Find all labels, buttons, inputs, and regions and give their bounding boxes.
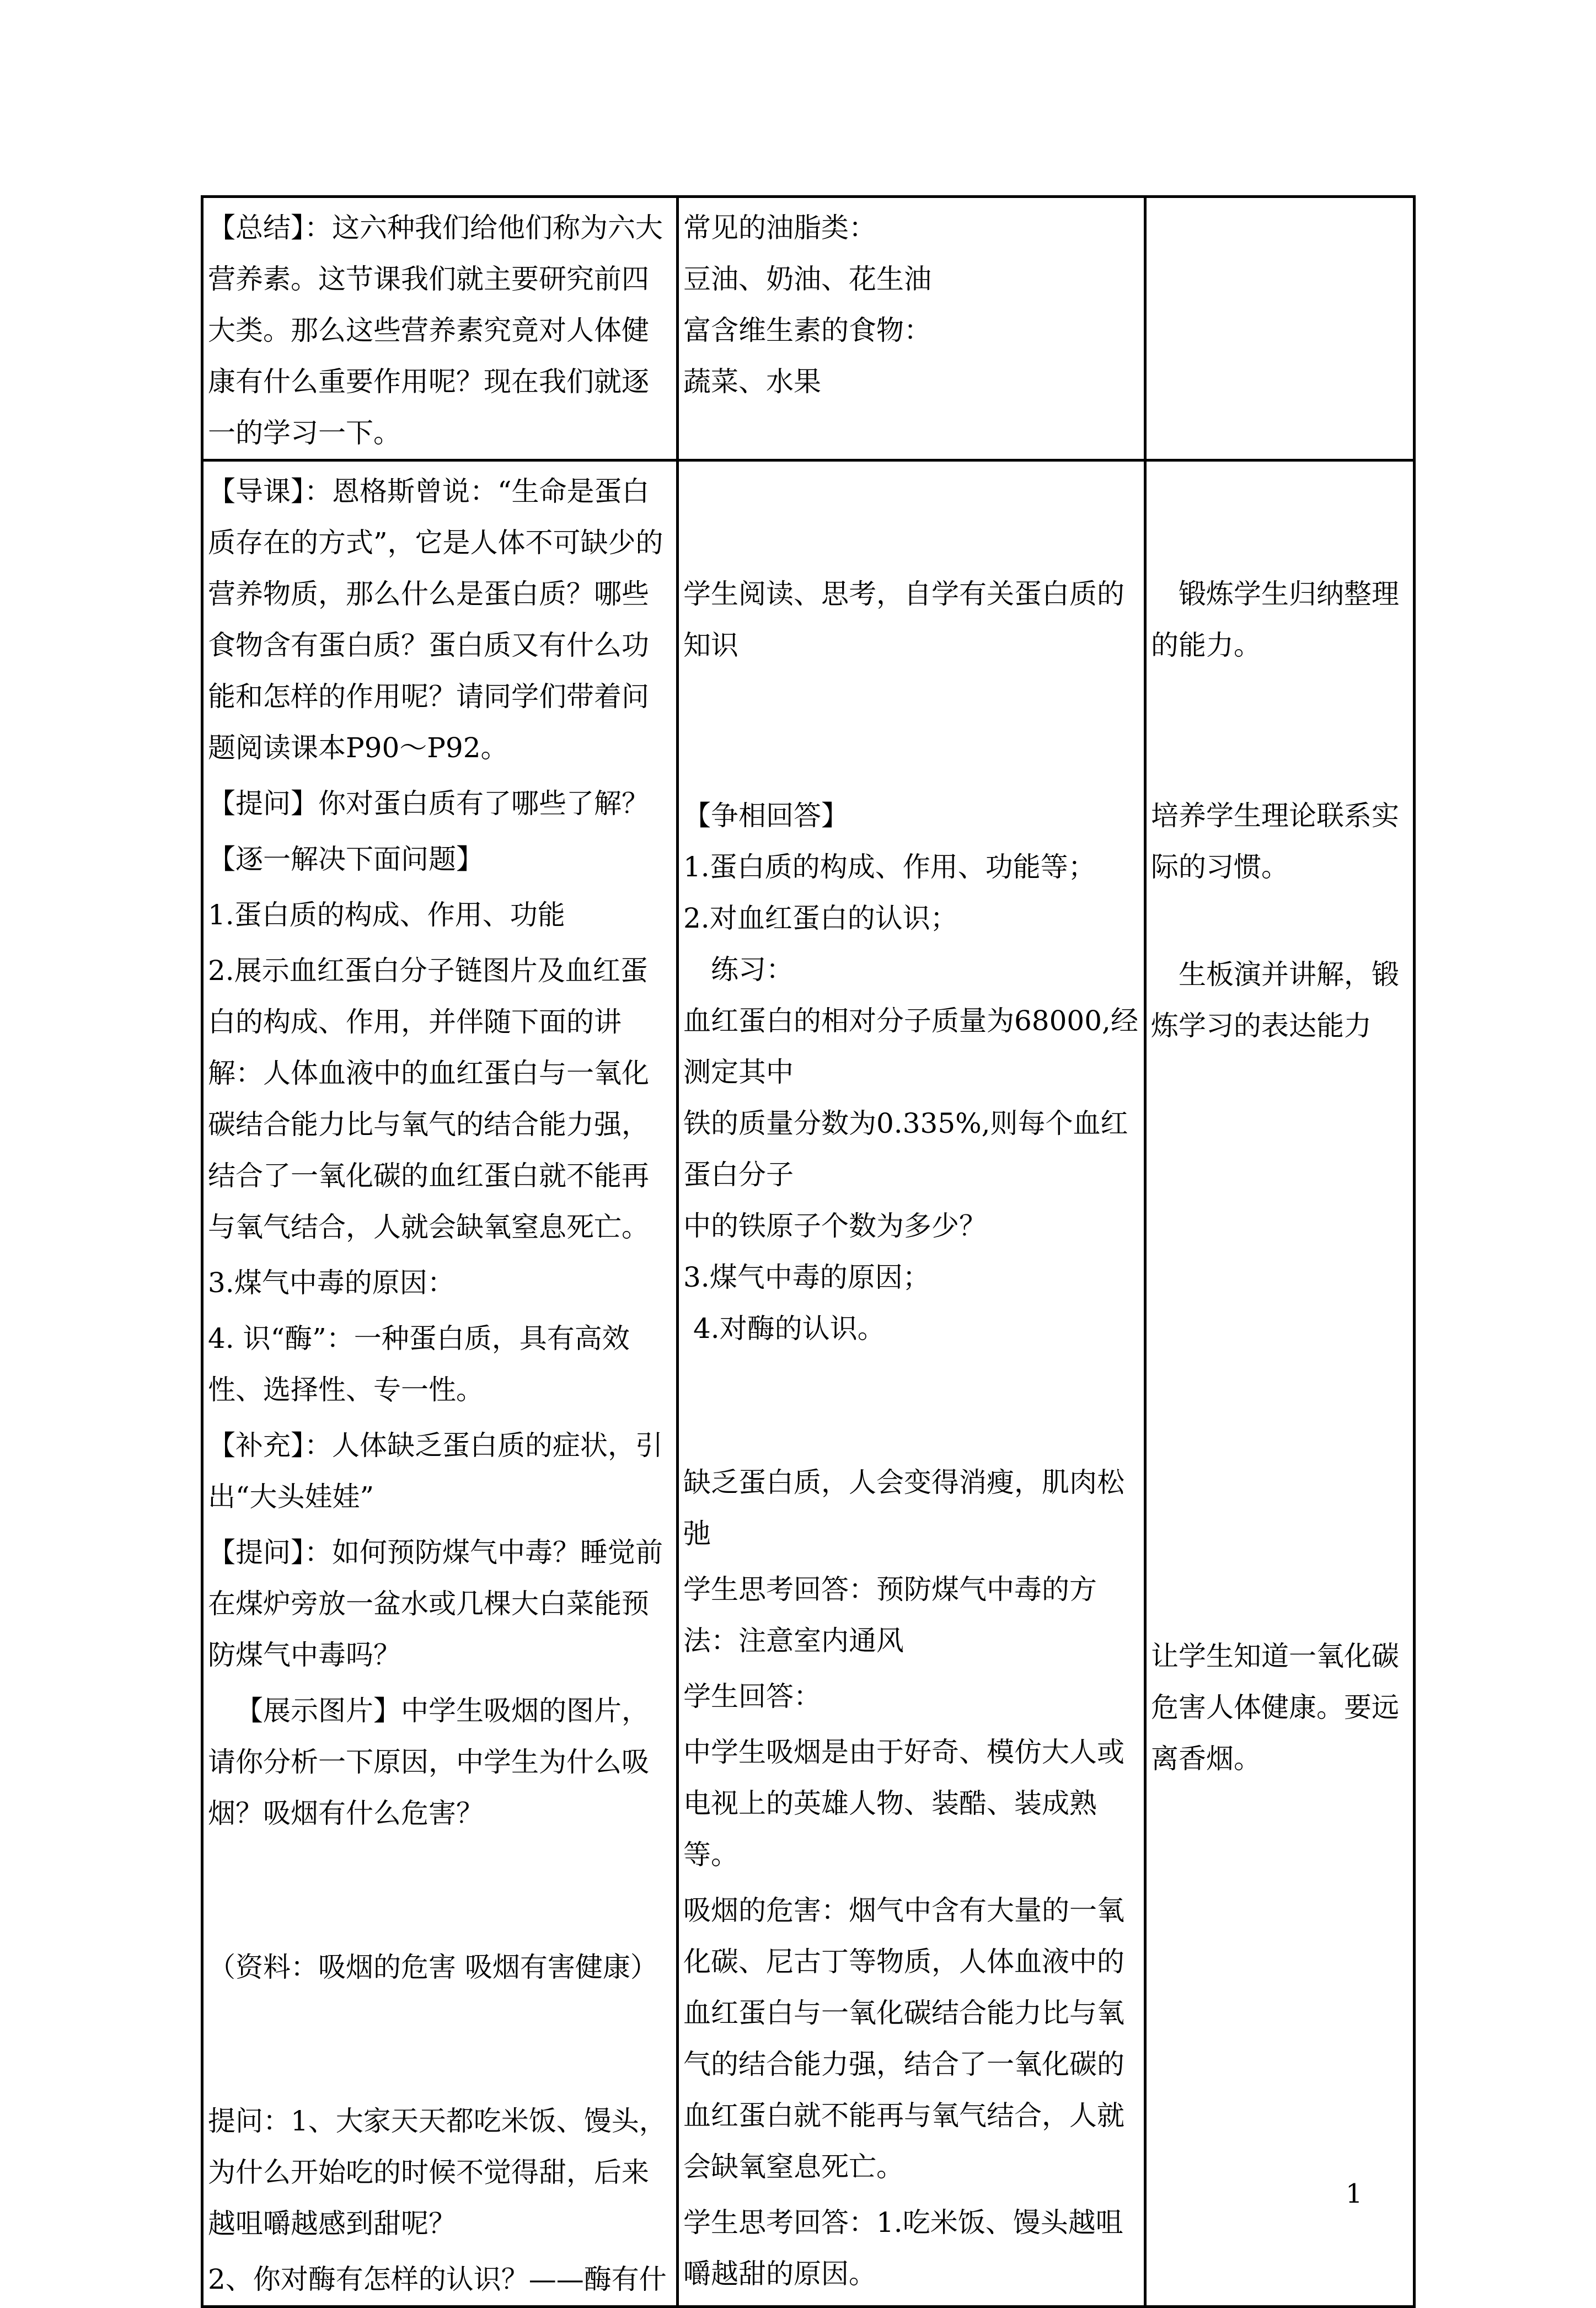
solve-heading: 【逐一解决下面问题】 <box>208 843 484 875</box>
table-row <box>202 197 1415 460</box>
student-activity-cell <box>678 197 1145 460</box>
question-rice: 提问：1、大家天天都吃米饭、馒头，为什么开始吃的时候不觉得甜，后来越咀嚼越感到甜呢？ <box>208 2105 667 2240</box>
practice-line-1: 血红蛋白的相对分子质量为68000,经测定其中 <box>683 1005 1138 1088</box>
show-picture-text: 【展示图片】中学生吸烟的图片，请你分析一下原因，中学生为什么吸烟？吸烟有什么危害？ <box>208 1695 649 1829</box>
question-enzyme: 2、你对酶有怎样的认识？——酶有什 <box>208 2263 667 2295</box>
read-think-text: 学生阅读、思考，自学有关蛋白质的知识 <box>683 578 1124 661</box>
teacher-activity-cell <box>202 460 678 2307</box>
student-activity-cell <box>678 460 1145 2307</box>
intent-no-smoking: 让学生知道一氧化碳危害人体健康。要远离香烟。 <box>1151 1640 1399 1775</box>
item-2: 2.展示血红蛋白分子链图片及血红蛋白的构成、作用，并伴随下面的讲解：人体血液中的血红蛋白与一氧化碳结合能力比与氧气的结合能力强，结合了一氧化碳的血红蛋白就不能再与氧气结合，人就会缺氧窒息死亡。 <box>208 955 649 1243</box>
smoking-reason-text: 中学生吸烟是由于好奇、模仿大人或电视上的英雄人物、装酷、装成熟等。 <box>683 1736 1124 1871</box>
question-protein: 【提问】你对蛋白质有了哪些了解？ <box>208 788 649 820</box>
design-intent-cell <box>1145 460 1415 2307</box>
protein-deficiency-text: 缺乏蛋白质，人会变得消瘦，肌肉松弛 <box>683 1466 1124 1550</box>
teacher-activity-cell <box>202 197 678 460</box>
answer-2: 2.对血红蛋白的认识； <box>683 902 958 934</box>
answer-4: 4.对酶的认识。 <box>693 1313 885 1345</box>
intro-text: 【导课】：恩格斯曾说：“生命是蛋白质存在的方式”，它是人体不可缺少的营养物质，那么什么是蛋白质？哪些食物含有蛋白质？蛋白质又有什么功能和怎样的作用呢？请同学们带着问题阅读课本P90～P92。 <box>208 475 663 764</box>
design-intent-cell <box>1145 197 1415 460</box>
item-4: 4. 识“酶”：一种蛋白质，具有高效性、选择性、专一性。 <box>208 1322 630 1406</box>
supplement-text: 【补充】：人体缺乏蛋白质的症状，引出“大头娃娃” <box>208 1429 663 1513</box>
oil-examples: 豆油、奶油、花生油 <box>683 263 931 295</box>
item-3: 3.煤气中毒的原因： <box>208 1267 455 1299</box>
question-gas: 【提问】：如何预防煤气中毒？睡觉前在煤炉旁放一盆水或几棵大白菜能预防煤气中毒吗？ <box>208 1536 663 1671</box>
prevent-gas-answer: 学生思考回答：预防煤气中毒的方法：注意室内通风 <box>683 1573 1097 1657</box>
oil-heading: 常见的油脂类： <box>683 212 876 244</box>
page-number: 1 <box>1346 2178 1363 2209</box>
table-row <box>202 460 1415 2307</box>
material-note: （资料：吸烟的危害 吸烟有害健康） <box>208 1951 658 1983</box>
answer-3: 3.煤气中毒的原因； <box>683 1261 930 1293</box>
summary-text: 【总结】：这六种我们给他们称为六大营养素。这节课我们就主要研究前四大类。那么这些营养素究竟对人体健康有什么重要作用呢？现在我们就逐一的学习一下。 <box>208 212 663 449</box>
practice-line-2: 铁的质量分数为0.335%,则每个血红蛋白分子 <box>683 1107 1128 1191</box>
practice-label: 练习： <box>711 954 794 986</box>
answer-heading: 【争相回答】 <box>683 800 849 832</box>
practice-line-3: 中的铁原子个数为多少？ <box>683 1210 987 1242</box>
vitamin-heading: 富含维生素的食物： <box>683 314 931 346</box>
intent-theory-practice: 培养学生理论联系实际的习惯。 <box>1151 800 1399 883</box>
student-answer-label: 学生回答： <box>683 1680 821 1712</box>
smoking-harm-text: 吸烟的危害：烟气中含有大量的一氧化碳、尼古丁等物质，人体血液中的血红蛋白与一氧化碳结合能力比与氧气的结合能力强，结合了一氧化碳的血红蛋白就不能再与氧气结合，人就会缺氧窒息死亡。 <box>683 1894 1124 2183</box>
answer-1: 1.蛋白质的构成、作用、功能等； <box>683 851 1096 883</box>
lesson-table <box>201 195 1416 2308</box>
rice-answer-text: 学生思考回答：1.吃米饭、馒头越咀嚼越甜的原因。 <box>683 2207 1123 2290</box>
intent-summarize: 锻炼学生归纳整理的能力。 <box>1151 578 1399 661</box>
item-1: 1.蛋白质的构成、作用、功能 <box>208 899 565 931</box>
intent-board-work: 生板演并讲解，锻炼学习的表达能力 <box>1151 958 1399 1042</box>
vitamin-examples: 蔬菜、水果 <box>683 366 821 398</box>
